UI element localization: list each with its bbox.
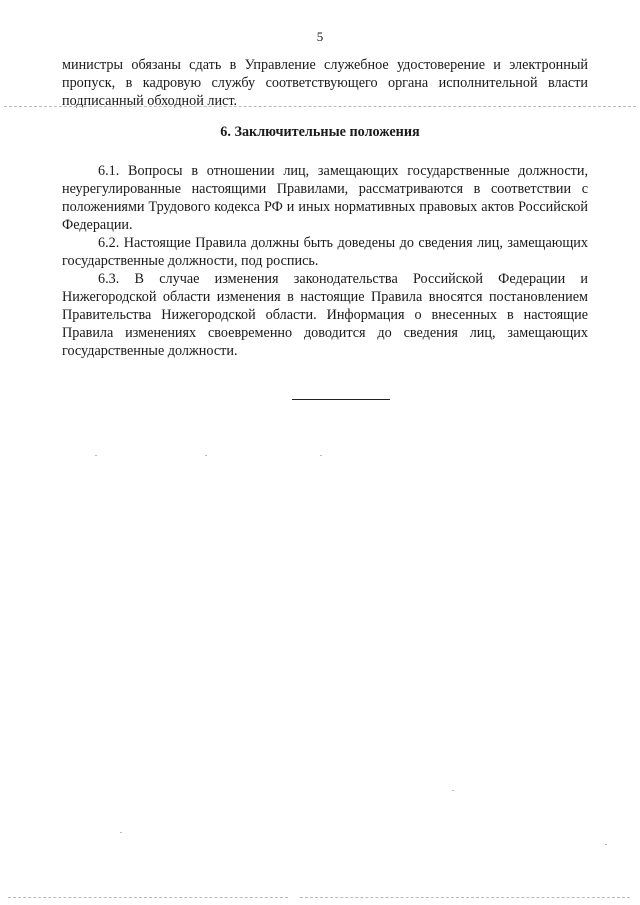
scan-artifact-line <box>300 897 630 898</box>
section-body <box>62 162 588 360</box>
scan-artifact-dot <box>605 844 607 845</box>
intro-paragraph: министры обязаны сдать в Управление служебное удостоверение и электронный пропуск, в кадровую службу соответствующего органа исполнительной власти подписанный обходной лист. <box>62 57 588 109</box>
paragraph-6-3: 6.3. В случае изменения законодательства Российской Федерации и Нижегородской области изменения в настоящие Правила вносятся постановлением Правительства Нижегородской области. Информация о внесенных в настоящие Правила изменениях своевременно доводится до сведения лиц, замещающих государственные должности. <box>62 271 588 359</box>
intro-paragraph-block <box>62 56 588 110</box>
scan-artifact-dot <box>320 455 322 456</box>
paragraph-6-1: 6.1. Вопросы в отношении лиц, замещающих государственные должности, неурегулированные настоящими Правилами, рассматриваются в соответствии с положениями Трудового кодекса РФ и иных нормативных правовых актов Российской Федерации. <box>62 163 588 233</box>
paragraph-6-2: 6.2. Настоящие Правила должны быть доведены до сведения лиц, замещающих государственные должности, под роспись. <box>62 235 588 269</box>
scan-artifact-dot <box>120 832 122 833</box>
scan-artifact-line <box>4 106 636 107</box>
scan-artifact-dot <box>452 790 454 791</box>
scan-artifact-dot <box>95 455 97 456</box>
page-number: 5 <box>316 29 324 44</box>
end-of-document-line <box>292 399 390 400</box>
section-title: 6. Заключительные положения <box>220 124 420 140</box>
scan-artifact-dot <box>205 455 207 456</box>
scan-artifact-line <box>8 897 288 898</box>
